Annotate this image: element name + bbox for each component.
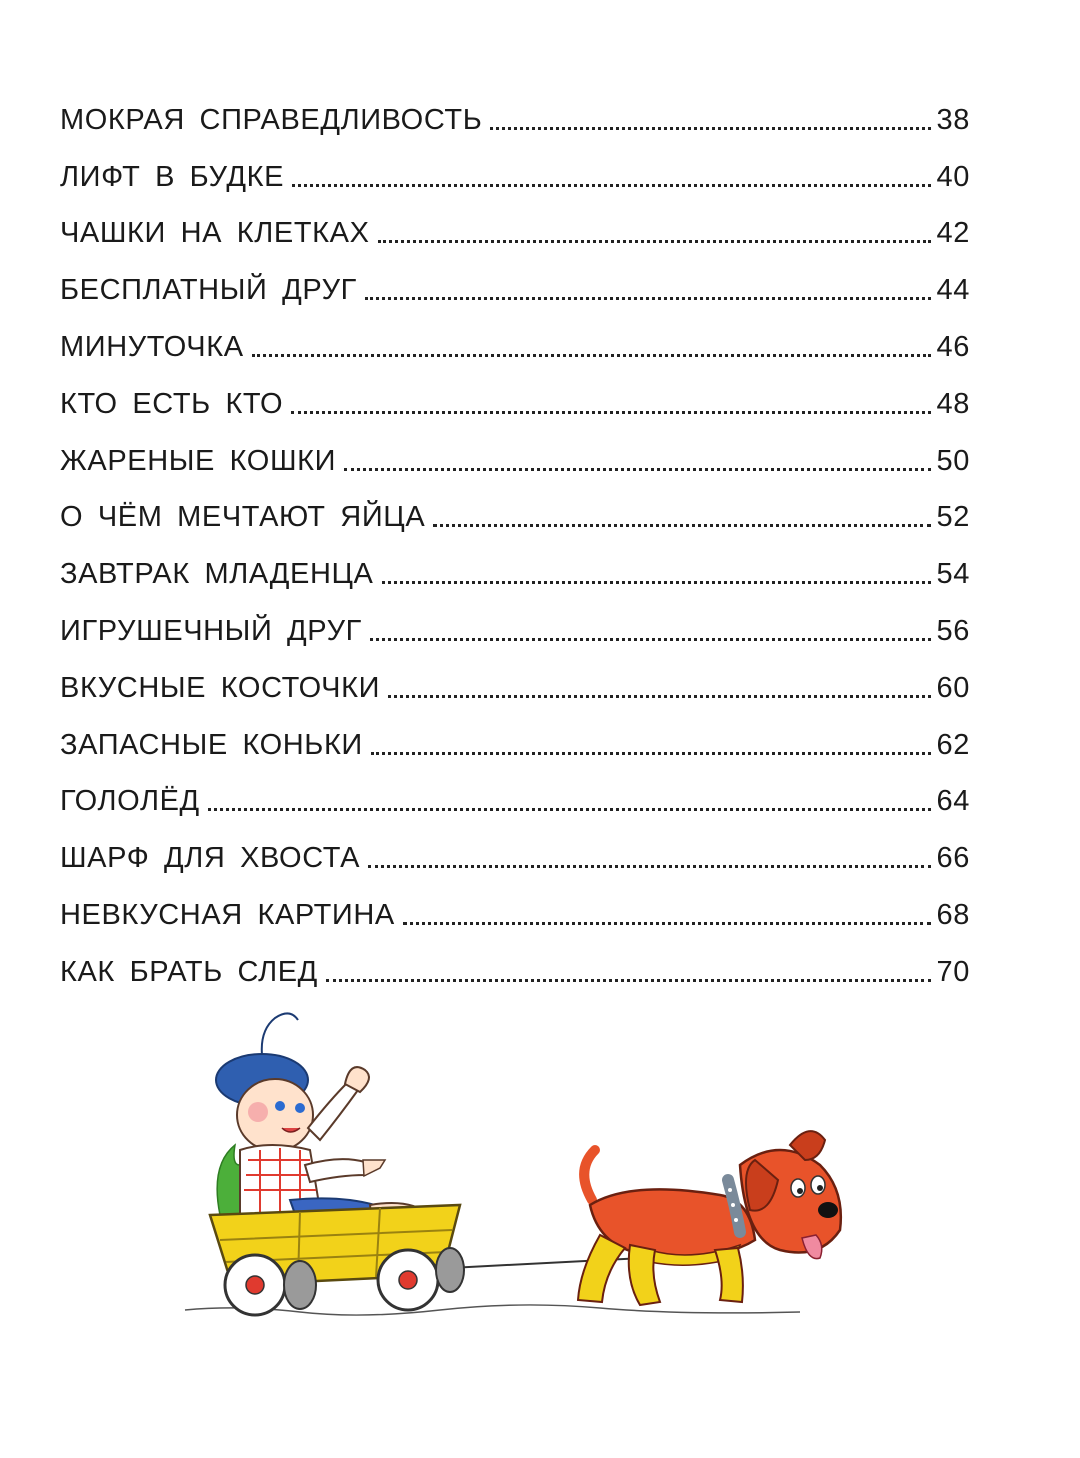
toc-entry-title: КТО ЕСТЬ КТО (60, 387, 284, 420)
toc-entry-title: НЕВКУСНАЯ КАРТИНА (60, 898, 395, 931)
toc-entry (60, 250, 970, 307)
toc-entry-page: 50 (936, 444, 970, 477)
dot-leader (344, 468, 930, 471)
toc-entry-title: КАК БРАТЬ СЛЕД (60, 955, 318, 988)
toc-entry (60, 875, 970, 932)
toc-entry-title: МОКРАЯ СПРАВЕДЛИВОСТЬ (60, 103, 483, 136)
boy-face (237, 1079, 313, 1151)
yellow-cart (210, 1205, 464, 1315)
dot-leader (370, 638, 931, 641)
table-of-contents (60, 80, 970, 989)
dot-leader (388, 695, 930, 698)
toc-entry-title: ЖАРЕНЫЕ КОШКИ (60, 444, 337, 477)
toc-entry (60, 364, 970, 421)
beret-stem (262, 1013, 298, 1055)
dot-leader (371, 752, 931, 755)
dot-leader (365, 297, 931, 300)
toc-entry-page: 56 (936, 614, 970, 647)
toc-entry-page: 46 (936, 330, 970, 363)
toc-entry (60, 80, 970, 137)
dog (578, 1131, 841, 1305)
toc-entry (60, 932, 970, 989)
toc-entry-page: 42 (936, 217, 970, 250)
dog-tail (584, 1150, 595, 1200)
toc-entry-page: 52 (936, 501, 970, 534)
dot-leader (326, 979, 931, 982)
cart-wheel (225, 1255, 285, 1315)
toc-entry (60, 307, 970, 364)
dot-leader (490, 127, 930, 130)
toc-entry-page: 70 (936, 955, 970, 988)
toc-entry-page: 62 (936, 728, 970, 761)
toc-entry (60, 591, 970, 648)
dot-leader (403, 922, 931, 925)
toc-entry (60, 478, 970, 535)
toc-entry (60, 648, 970, 705)
dog-tongue (802, 1235, 822, 1259)
toc-entry-title: МИНУТОЧКА (60, 330, 244, 363)
dog-leg (578, 1235, 625, 1302)
toc-entry-title: ЗАПАСНЫЕ КОНЬКИ (60, 728, 363, 761)
dot-leader (378, 240, 931, 243)
toc-entry-page: 66 (936, 842, 970, 875)
toc-entry-title: ШАРФ ДЛЯ ХВОСТА (60, 842, 361, 875)
dot-leader (382, 581, 931, 584)
toc-entry-page: 48 (936, 387, 970, 420)
toc-entry-title: БЕСПЛАТНЫЙ ДРУГ (60, 274, 357, 307)
dot-leader (368, 865, 930, 868)
toc-entry (60, 534, 970, 591)
dog-leg (715, 1248, 743, 1302)
pointing-hand (363, 1160, 385, 1176)
toc-entry (60, 818, 970, 875)
toc-entry-title: ЧАШКИ НА КЛЕТКАХ (60, 217, 370, 250)
toc-entry-title: ГОЛОЛЁД (60, 785, 200, 818)
toc-entry-title: ИГРУШЕЧНЫЙ ДРУГ (60, 614, 362, 647)
dot-leader (291, 411, 930, 414)
toc-entry (60, 421, 970, 478)
toc-entry (60, 705, 970, 762)
toc-entry-page: 68 (936, 898, 970, 931)
toc-entry-title: ЗАВТРАК МЛАДЕНЦА (60, 558, 374, 591)
toc-entry-title: ЛИФТ В БУДКЕ (60, 160, 285, 193)
dot-leader (208, 808, 931, 811)
toc-entry-page: 60 (936, 671, 970, 704)
toc-entry-page: 64 (936, 785, 970, 818)
toc-entry-page: 44 (936, 274, 970, 307)
toc-entry (60, 762, 970, 819)
toc-entry (60, 137, 970, 194)
toc-entry (60, 194, 970, 251)
toc-entry-title: О ЧЁМ МЕЧТАЮТ ЯЙЦА (60, 501, 426, 534)
toc-entry-page: 38 (936, 103, 970, 136)
dog-nose (818, 1202, 838, 1218)
toc-entry-page: 40 (936, 160, 970, 193)
boy-in-cart-pulled-by-dog-illustration (180, 1000, 880, 1330)
boy (216, 1013, 430, 1235)
dot-leader (292, 184, 931, 187)
toc-entry-title: ВКУСНЫЕ КОСТОЧКИ (60, 671, 381, 704)
dot-leader (433, 524, 930, 527)
cart-wheel (378, 1250, 438, 1310)
toc-entry-page: 54 (936, 558, 970, 591)
dot-leader (252, 354, 931, 357)
